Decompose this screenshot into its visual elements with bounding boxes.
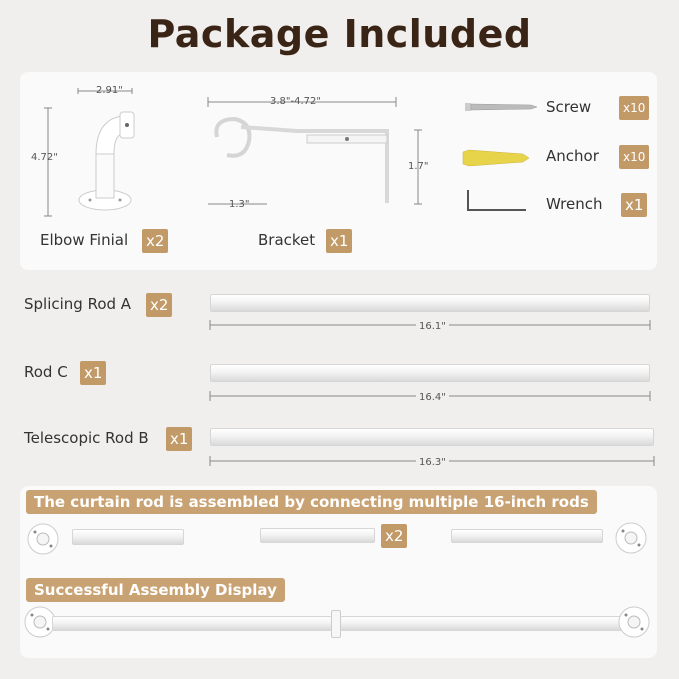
rod-c-image [210, 364, 650, 382]
assembly-banner: The curtain rod is assembled by connecting multiple 16-inch rods [26, 490, 597, 514]
assembled-bracket [331, 610, 341, 638]
screw-icon [465, 100, 537, 114]
assembly-rod-b [260, 528, 375, 543]
rod-a-qty: x2 [146, 293, 172, 317]
rod-a-label: Splicing Rod A [24, 295, 132, 313]
rod-b-image [210, 428, 654, 446]
elbow-height-dim: 4.72" [31, 152, 58, 163]
assembly-multiplier: x2 [381, 524, 407, 548]
rod-a-image [210, 294, 650, 312]
elbow-finial-label: Elbow Finial [40, 231, 129, 249]
anchor-label: Anchor [546, 147, 599, 165]
screw-label: Screw [546, 98, 592, 116]
anchor-icon [463, 148, 529, 168]
bracket-label: Bracket [258, 231, 316, 249]
rod-c-qty: x1 [80, 361, 106, 385]
rod-b-label: Telescopic Rod B [24, 429, 149, 447]
elbow-finial-illustration [60, 88, 150, 218]
wrench-label: Wrench [546, 195, 603, 213]
rod-c-label: Rod C [24, 363, 68, 381]
assembly-rod-a [72, 529, 184, 545]
finial-right-icon [614, 520, 648, 556]
elbow-width-dim: 2.91" [96, 85, 123, 96]
rod-a-length: 16.1" [416, 321, 449, 332]
elbow-finial-icon [60, 88, 150, 218]
rod-b-qty: x1 [166, 427, 192, 451]
bracket-hook-dim: 1.3" [229, 199, 250, 210]
wrench-qty: x1 [621, 193, 647, 217]
assembly-display-banner: Successful Assembly Display [26, 578, 285, 602]
bracket-width-dim: 3.8"-4.72" [270, 96, 321, 107]
page-title: Package Included [147, 12, 532, 56]
bracket-height-dim: 1.7" [408, 161, 429, 172]
elbow-finial-qty: x2 [142, 229, 168, 253]
rod-b-length: 16.3" [416, 457, 449, 468]
wrench-icon [466, 188, 528, 214]
rod-c-length: 16.4" [416, 392, 449, 403]
finial-left-icon [26, 522, 60, 556]
assembled-finial-right-icon [616, 604, 652, 640]
bracket-qty: x1 [326, 229, 352, 253]
assembly-rod-c [451, 529, 603, 543]
bracket-icon [207, 97, 397, 207]
anchor-qty: x10 [619, 145, 649, 169]
screw-qty: x10 [619, 96, 649, 120]
